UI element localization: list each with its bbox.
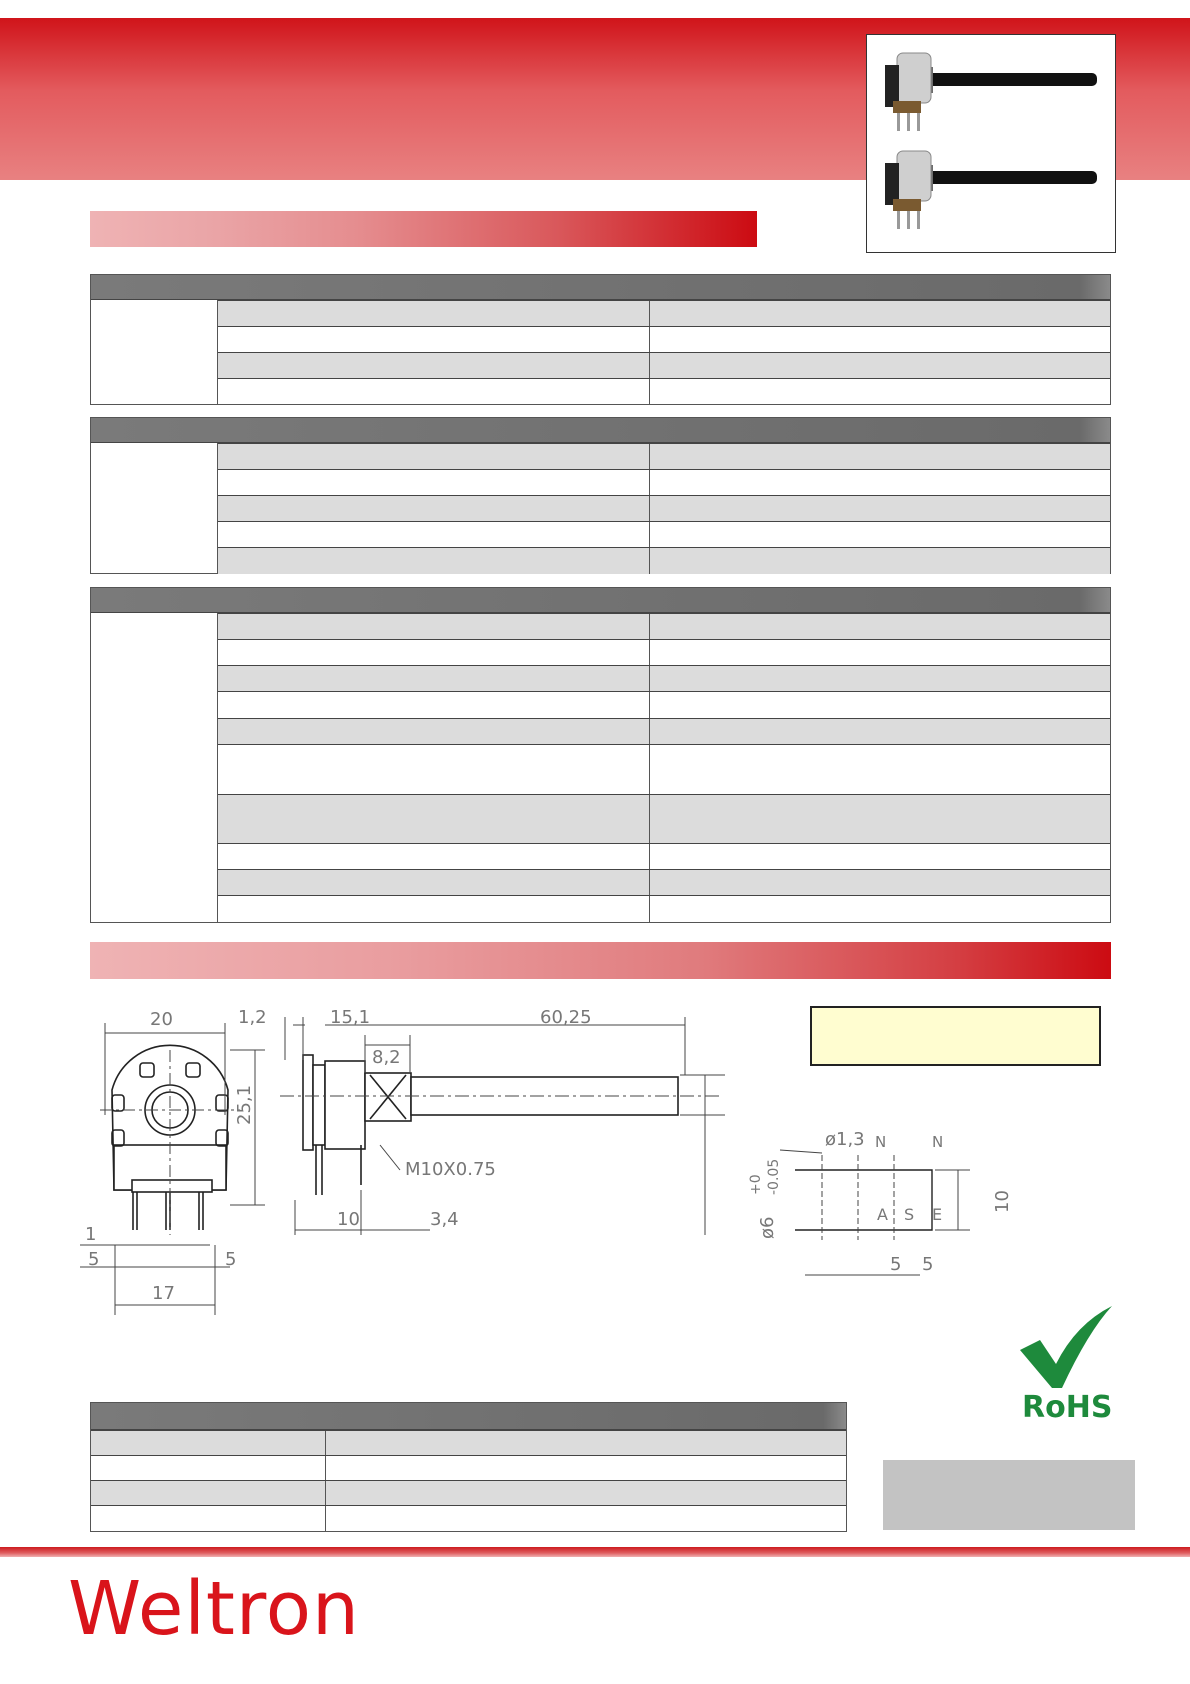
pcb-pin-mark: N xyxy=(875,1133,887,1151)
spec-table-2-group xyxy=(91,443,218,573)
table-row xyxy=(218,495,1110,521)
table-row xyxy=(91,1430,846,1455)
table-row xyxy=(218,352,1110,378)
pcb-pad-label: E xyxy=(932,1205,943,1224)
dim-front-pitch-left: 5 xyxy=(88,1249,100,1270)
ordering-table xyxy=(90,1402,847,1532)
table-row xyxy=(91,1455,846,1480)
dim-front-span: 17 xyxy=(152,1283,175,1304)
dim-front-pin-offset: 1 xyxy=(85,1224,97,1245)
dimensions-section-bar xyxy=(90,942,1111,979)
spec-table-3 xyxy=(90,587,1111,923)
product-title-bar xyxy=(90,211,757,247)
dim-pcb-pitch-2: 5 xyxy=(922,1254,934,1275)
table-row xyxy=(218,794,1110,843)
table-row xyxy=(218,639,1110,665)
dim-pin-offset: 3,4 xyxy=(430,1209,459,1230)
dim-shaft-tol-upper: +0 xyxy=(748,1174,764,1195)
rohs-check-icon xyxy=(1018,1306,1114,1390)
rohs-label: RoHS xyxy=(1022,1390,1113,1425)
table-row xyxy=(218,300,1110,326)
dim-pcb-pitch-1: 5 xyxy=(890,1254,902,1275)
table-row xyxy=(218,521,1110,547)
dim-shaft-length: 60,25 xyxy=(540,1007,592,1028)
product-photo xyxy=(866,34,1116,253)
spec-table-3-header xyxy=(91,588,1110,613)
footer-line xyxy=(0,1547,1190,1557)
table-row xyxy=(218,843,1110,869)
dim-thread: M10X0.75 xyxy=(405,1159,496,1180)
table-row xyxy=(218,895,1110,923)
table-row xyxy=(218,613,1110,639)
spec-table-2-header xyxy=(91,418,1110,443)
table-row xyxy=(218,718,1110,744)
table-row xyxy=(91,1505,846,1532)
table-row xyxy=(91,1480,846,1505)
table-row xyxy=(218,443,1110,469)
pcb-pad-label: S xyxy=(904,1205,915,1224)
spec-table-1 xyxy=(90,274,1111,405)
dim-shaft-diameter: ø6 xyxy=(757,1216,778,1239)
spec-table-1-group xyxy=(91,300,218,404)
pcb-pad-label: A xyxy=(877,1205,888,1224)
pcb-pin-mark: N xyxy=(932,1133,944,1151)
dim-flange: 1,2 xyxy=(238,1007,267,1028)
table-row xyxy=(218,691,1110,718)
dim-bushing: 8,2 xyxy=(372,1047,401,1068)
table-row xyxy=(218,744,1110,794)
dimension-drawing xyxy=(80,995,1030,1325)
spec-table-1-header xyxy=(91,275,1110,300)
table-row xyxy=(218,469,1110,495)
spec-table-3-group xyxy=(91,613,218,922)
brand-logo: Weltron xyxy=(68,1566,360,1652)
table-row xyxy=(218,547,1110,574)
potentiometer-image xyxy=(867,35,1115,252)
dim-front-pitch-right: 5 xyxy=(225,1249,237,1270)
table-row xyxy=(218,378,1110,405)
dim-pin-length: 10 xyxy=(337,1209,360,1230)
dim-front-width: 20 xyxy=(150,1009,173,1030)
table-row xyxy=(218,665,1110,691)
dim-pcb-hole: ø1,3 xyxy=(825,1129,865,1150)
spec-table-2 xyxy=(90,417,1111,574)
table-row xyxy=(218,869,1110,895)
ordering-table-header xyxy=(91,1403,846,1430)
table-row xyxy=(218,326,1110,352)
dim-front-height: 25,1 xyxy=(234,1084,255,1125)
info-box xyxy=(883,1460,1135,1530)
dim-pcb-height: 10 xyxy=(992,1190,1013,1213)
dim-shaft-tol-lower: -0.05 xyxy=(766,1158,782,1195)
dim-body: 15,1 xyxy=(330,1007,371,1028)
